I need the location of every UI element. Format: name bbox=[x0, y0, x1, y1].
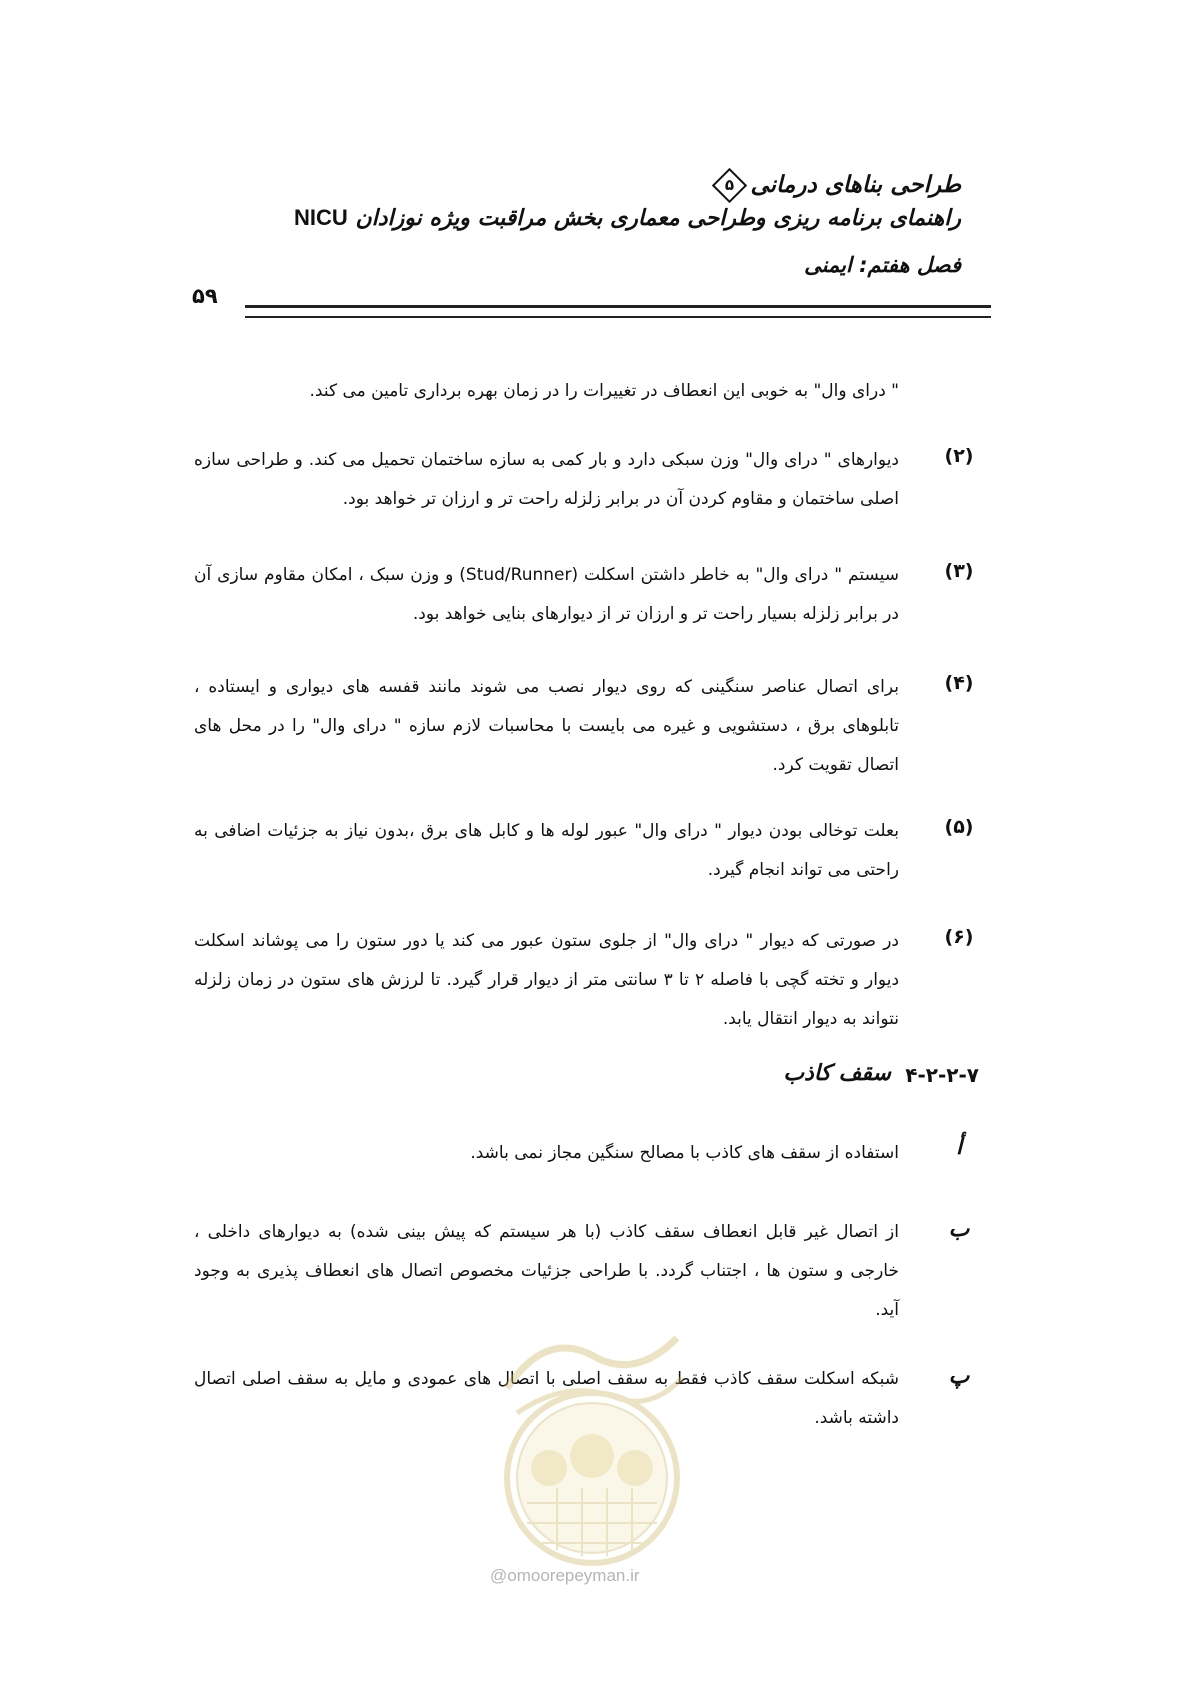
list-item: سیستم " درای وال" به خاطر داشتن اسکلت (Stud/Runner) و وزن سبک ، امکان مقاوم سازی آن در برابر زلزله بسیار راحت تر و ارزان تر از دیوارهای بنایی خواهد بود. bbox=[194, 565, 899, 624]
subitem-marker: أ bbox=[955, 1135, 963, 1160]
subitem: استفاده از سقف های کاذب با مصالح سنگین مجاز نمی باشد. bbox=[470, 1143, 899, 1163]
subitem-marker: پ bbox=[948, 1364, 970, 1389]
list-item: دیوارهای " درای وال" وزن سبکی دارد و بار کمی به سازه ساختمان تحمیل می کند. و طراحی سازه اصلی ساختمان و مقاوم کردن آن در برابر زلزله راحت تر و ارزان تر خواهد بود. bbox=[194, 450, 899, 509]
book-subtitle bbox=[294, 205, 961, 231]
book-title bbox=[714, 170, 961, 200]
section-title: سقف کاذب bbox=[783, 1061, 891, 1086]
watermark-logo bbox=[487, 1318, 697, 1568]
item-marker: (۴) bbox=[944, 672, 974, 694]
subitem: شبکه اسکلت سقف کاذب فقط به سقف اصلی با اتصال های عمودی و مایل به سقف اصلی اتصال داشته باشد. bbox=[194, 1369, 899, 1428]
list-item: در صورتی که دیوار " درای وال" از جلوی ستون عبور می کند یا دور ستون را می پوشاند اسکلت دیوار و تخته گچی با فاصله ۲ تا ۳ سانتی متر از دیوار قرار گیرد. تا لرزش های ستون در زمان زلزله نتواند به دیوار انتقال یابد. bbox=[194, 931, 900, 1029]
subitem: از اتصال غیر قابل انعطاف سقف کاذب (با هر سیستم که پیش بینی شده) به دیوارهای داخلی ، خارجی و ستون ها ، اجتناب گردد. با طراحی جزئیات مخصوص اتصال های انعطاف پذیری به وجود آید. bbox=[194, 1222, 899, 1320]
subtitle-latin: NICU bbox=[294, 205, 348, 230]
intro-paragraph: " درای وال" به خوبی این انعطاف در تغییرات را در زمان بهره برداری تامین می کند. bbox=[309, 381, 899, 401]
subtitle-text: راهنمای برنامه ریزی وطراحی معماری بخش مراقبت ویژه نوزادان bbox=[355, 206, 961, 231]
item-marker: (۶) bbox=[944, 926, 974, 948]
watermark-text: @omoorepeyman.ir bbox=[490, 1566, 640, 1585]
section-number: ۴-۲-۲-۷ bbox=[905, 1063, 979, 1087]
header-divider bbox=[245, 305, 991, 318]
book-number-badge bbox=[714, 170, 744, 200]
item-marker: (۵) bbox=[944, 816, 974, 838]
book-title-text: طراحی بناهای درمانی bbox=[750, 172, 961, 198]
item-marker: (۲) bbox=[944, 445, 974, 467]
list-item: بعلت توخالی بودن دیوار " درای وال" عبور لوله ها و کابل های برق ،بدون نیاز به جزئیات اضافی به راحتی می تواند انجام گیرد. bbox=[194, 821, 899, 880]
chapter-title: فصل هفتم: ایمنی bbox=[804, 253, 961, 277]
page-number: ۵۹ bbox=[192, 284, 218, 308]
subitem-marker: ب bbox=[948, 1217, 970, 1242]
book-number: ۵ bbox=[724, 176, 735, 194]
list-item: برای اتصال عناصر سنگینی که روی دیوار نصب می شوند مانند قفسه های دیواری و ایستاده ، تابلوهای برق ، دستشویی و غیره می بایست با محاسبات لازم سازه " درای وال" را در محل های اتصال تقویت کرد. bbox=[194, 677, 899, 775]
item-marker: (۳) bbox=[944, 560, 974, 582]
